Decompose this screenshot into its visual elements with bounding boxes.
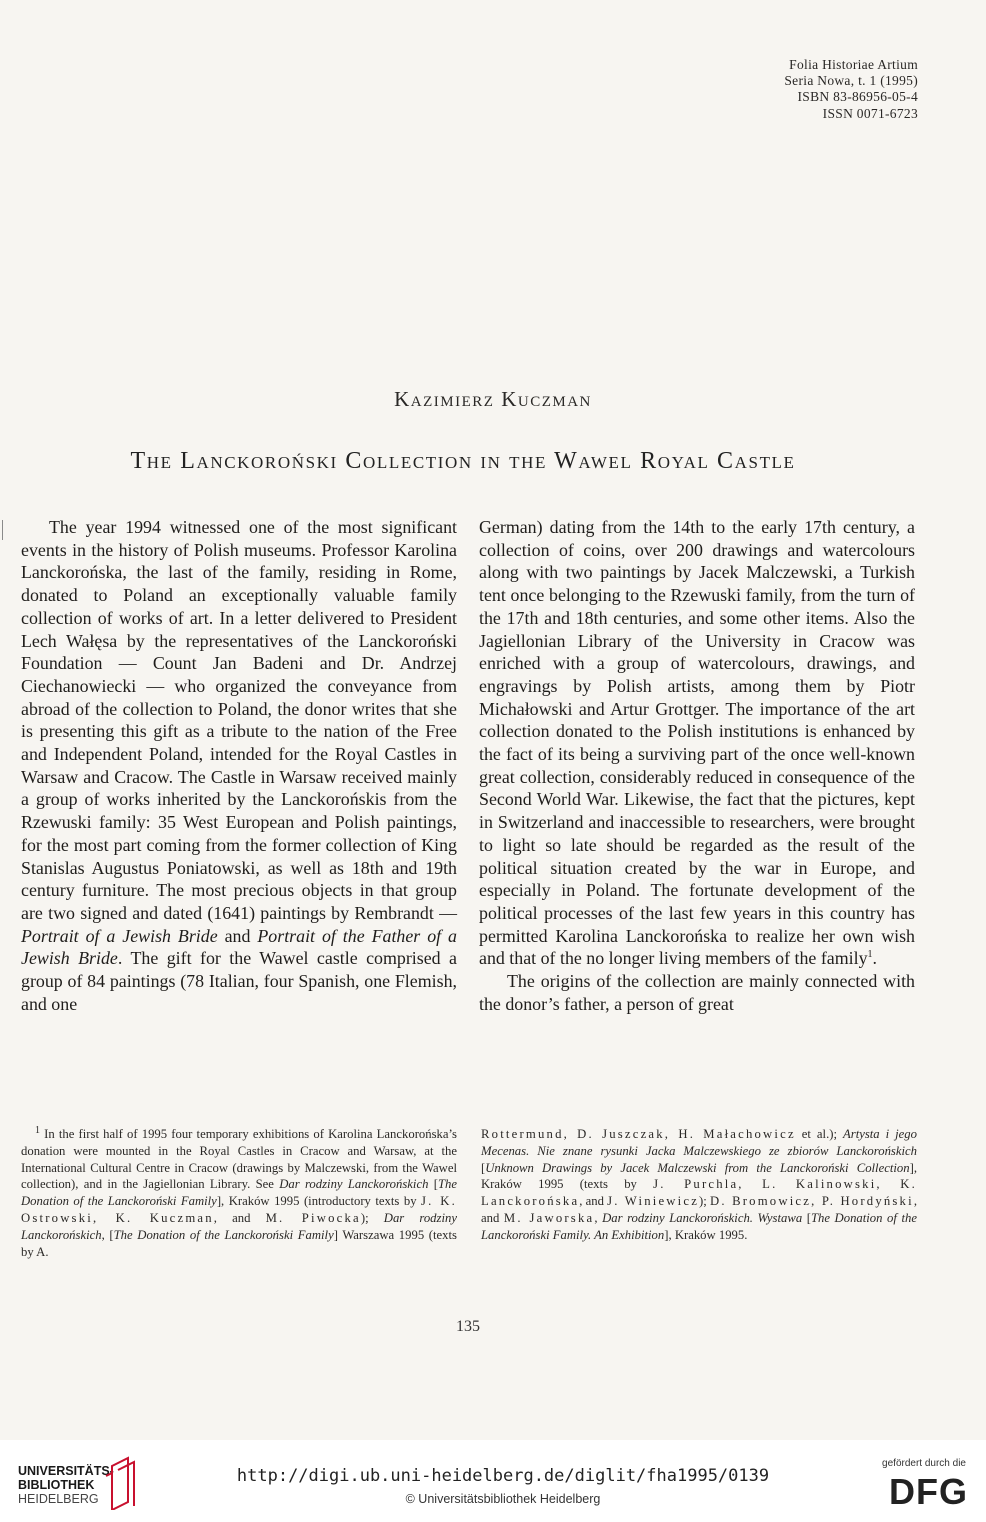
text-run: ], Kraków 1995. xyxy=(664,1227,748,1242)
funding-note: gefördert durch die xyxy=(882,1458,966,1469)
body-column-right xyxy=(479,516,915,1015)
footnote-marker: 1 xyxy=(35,1124,40,1136)
text-run: ] Warszawa 1995 (texts by A. xyxy=(21,1227,457,1259)
paragraph xyxy=(21,516,457,1015)
issn: ISSN 0071-6723 xyxy=(822,105,918,121)
text-run: [ xyxy=(428,1177,438,1192)
body-column-left xyxy=(21,516,457,1015)
text-run: J. Winiewicz xyxy=(607,1194,700,1209)
text-run: The Donation of the Lanckoroński Family xyxy=(21,1177,457,1209)
text-run: and xyxy=(217,925,258,946)
footnote-column-left xyxy=(21,1126,457,1260)
library-city: HEIDELBERG xyxy=(18,1492,99,1506)
footnote-continued xyxy=(481,1126,917,1244)
text-run: . xyxy=(872,948,878,969)
series-info xyxy=(784,57,918,122)
text-run: , and xyxy=(213,1210,266,1225)
text-run: [ xyxy=(481,1160,486,1175)
text-run: J. Purchla, L. Kalinowski, K. Lanckorońska xyxy=(481,1177,917,1209)
paragraph xyxy=(479,970,915,1015)
journal-name: Folia Historiae Artium xyxy=(789,57,918,72)
library-name-line: BIBLIOTHEK xyxy=(18,1478,95,1492)
text-run: The Donation of the Lanckoroński Family. An Exhibition xyxy=(481,1210,917,1242)
text-run: Unknown Drawings by Jacek Malczewski from the Lanckoroński Collection xyxy=(485,1160,910,1175)
text-run: D. Bromowicz, P. Hordyński xyxy=(709,1194,914,1209)
permalink[interactable]: http://digi.ub.uni-heidelberg.de/diglit/fha1995/0139 xyxy=(236,1466,770,1486)
text-run: The Donation of the Lanckoroński Family xyxy=(113,1227,334,1242)
text-run: [ xyxy=(802,1210,811,1225)
article-author: Kazimierz Kuczman xyxy=(394,387,592,411)
footnote-column-right xyxy=(481,1126,917,1244)
series-volume: Seria Nowa, t. 1 (1995) xyxy=(784,73,918,89)
page-number: 135 xyxy=(456,1318,480,1335)
text-run: The year 1994 witnessed one of the most significant events in the history of Polish museums. Professor Karolina Lanckorońska, the last of the family, residing in Rome, donated to Poland an exceptionally valuable family collection of works of art. In a letter delivered to President Lech Wałęsa by the representatives of the Lanckoroński Foundation — Count Jan Badeni and Dr. Andrzej Ciechanowiecki — who organized the conveyance from abroad of the collection to Poland, the donor writes that she is presenting this gift as a tribute to the nation of the Free and Independent Poland, intended for the Royal Castles in Warsaw and Cracow. The Castle in Warsaw received mainly a group of works inherited by the Lanckorońskis from the Rzewuski family: 35 West European and Polish paintings, for the most part coming from the former collection of King Stanislas Augustus Poniatowski, as well as 18th and 19th century furniture. The most precious objects in that group are two signed and dated (1641) paintings by Rembrandt — xyxy=(21,517,457,923)
footnote xyxy=(21,1126,457,1260)
text-run: German) dating from the 14th to the early 17th century, a collection of coins, over 200 drawings and watercolours along with two paintings by Jacek Malczewski, a Turkish tent once belonging to the Rzewuski family, from the turn of the 17th and 18th centuries, and some other items. Also the Jagiellonian Library of the University in Cracow was enriched with a group of watercolours, drawings, and engravings by Polish artists, among them by Piotr Michałowski and Artur Grottger. The importance of the art collection donated to the Polish institutions is enhanced by the fact of its being a surviving part of the once well-known great collection, considerably reduced in consequence of the Second World War. Likewise, the fact that the pictures, kept in Switzerland and inaccessible to researchers, were brought to light so late should be regarded as the result of the political situation created by the war in Europe, and especially in Poland. The fortunate development of the political processes of the last few years in this country has permitted Karolina Lanckorońska to realize her own wish and that of the no longer living members of the family xyxy=(479,517,915,969)
text-run: ], Kraków 1995 (texts by xyxy=(481,1160,917,1192)
artwork-title: Portrait of the Father of a Jewish Bride xyxy=(21,925,457,969)
text-run: Dar rodziny Lanckorońskich xyxy=(279,1177,429,1192)
copyright-notice: © Universitätsbibliothek Heidelberg xyxy=(405,1492,601,1506)
text-run: ], Kraków 1995 (introductory texts by xyxy=(216,1194,422,1209)
text-run: , and xyxy=(481,1194,917,1225)
margin-mark xyxy=(2,520,3,540)
text-run: Rottermund, D. Juszczak, H. Małachowicz xyxy=(481,1127,796,1141)
text-run: ); xyxy=(699,1194,710,1209)
article-title: The Lanckoroński Collection in the Wawel Royal Castle xyxy=(130,448,796,474)
text-run: , and xyxy=(579,1194,608,1209)
text-run: , [ xyxy=(101,1227,114,1242)
text-run: The origins of the collection are mainly connected with the donor’s father, a person of great xyxy=(479,971,915,1014)
text-run: J. K. Ostrowski, K. Kuczman xyxy=(21,1194,457,1225)
text-run: ); xyxy=(360,1210,384,1225)
funder-logo[interactable]: DFG xyxy=(889,1471,968,1512)
paragraph xyxy=(479,516,915,970)
text-run: M. Piwocka xyxy=(265,1210,361,1225)
isbn: ISBN 83-86956-05-4 xyxy=(797,89,918,105)
artwork-title: Portrait of a Jewish Bride xyxy=(21,925,218,946)
text-run: Dar rodziny Lanckorońskich xyxy=(21,1210,457,1242)
text-run: et al.); xyxy=(795,1127,843,1141)
footnote-ref[interactable]: 1 xyxy=(867,949,873,961)
text-run: , xyxy=(594,1210,603,1225)
text-run: In the first half of 1995 four temporary exhibitions of Karolina Lanckorońska’s donation were mounted in the Royal Castles in Cracow and Warsaw, at the International Cultural Centre in Cracow (drawings by Malczewski, from the Wawel collection), and in the Jagiellonian Library. See xyxy=(21,1127,457,1192)
text-run: M. Jaworska xyxy=(503,1210,595,1225)
text-run: . The gift for the Wawel castle comprised a group of 84 paintings (78 Italian, four Spanish, one Flemish, and one xyxy=(21,948,457,1014)
digitization-footer xyxy=(0,1440,986,1522)
library-name-line: UNIVERSITÄTS- xyxy=(18,1464,114,1478)
text-run: Artysta i jego Mecenas. Nie znane rysunki Jacka Malczewskiego ze zbiorów Lanckorońskich xyxy=(481,1127,917,1158)
text-run: Dar rodziny Lanckorońskich. Wystawa xyxy=(602,1210,803,1225)
